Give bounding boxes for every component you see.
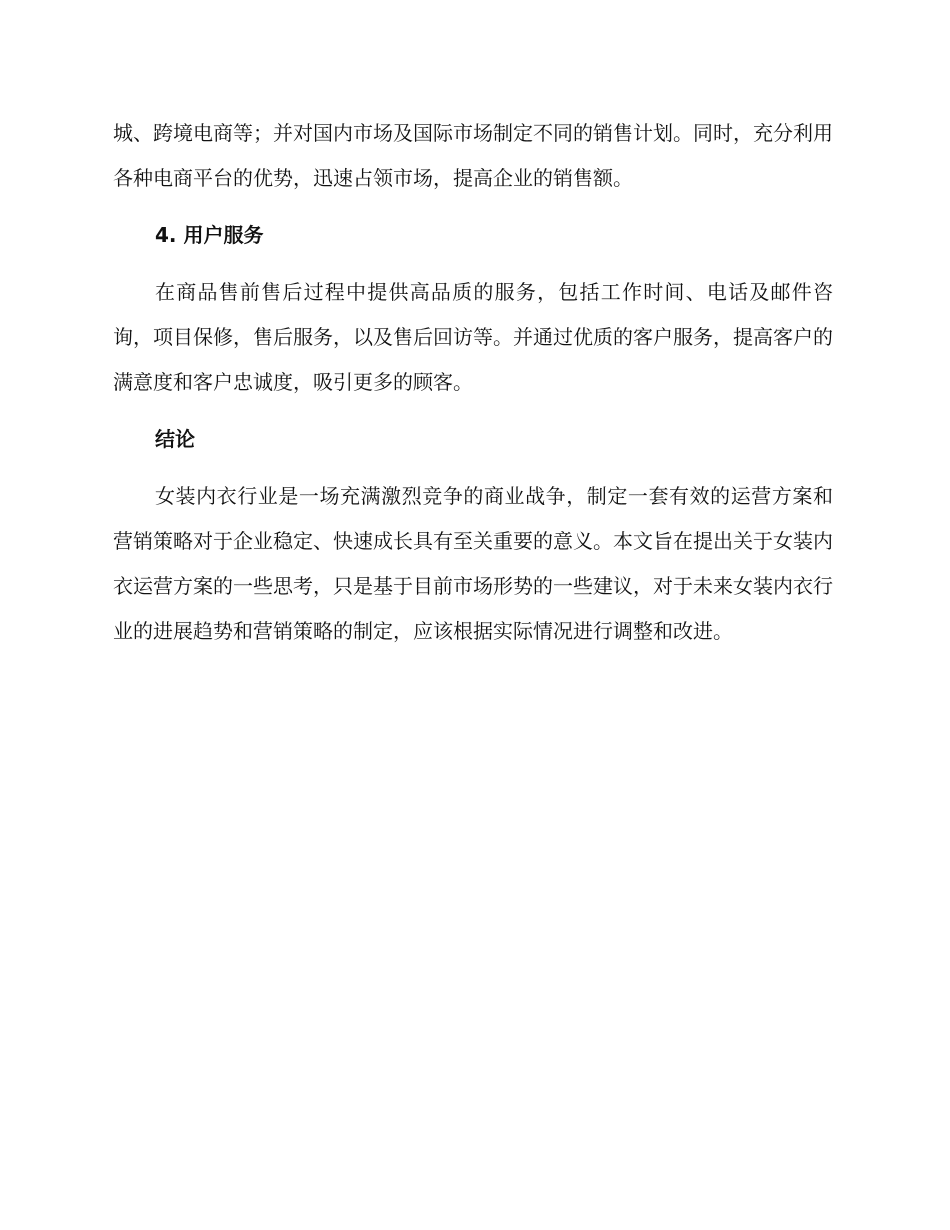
paragraph-user-service: 在商品售前售后过程中提供高品质的服务，包括工作时间、电话及邮件咨询，项目保修，售后服务，以及售后回访等。并通过优质的客户服务，提高客户的满意度和客户忠诚度，吸引更多的顾客。 bbox=[113, 280, 833, 394]
paragraph-continued: 城、跨境电商等；并对国内市场及国际市场制定不同的销售计划。同时，充分利用各种电商平台的优势，迅速占领市场，提高企业的销售额。 bbox=[113, 121, 833, 190]
section-heading-user-service: 4. 用户服务 bbox=[155, 223, 264, 247]
spacer bbox=[113, 462, 833, 474]
spacer bbox=[113, 201, 833, 213]
section-heading-conclusion: 结论 bbox=[155, 427, 195, 451]
document-page bbox=[113, 111, 833, 654]
spacer bbox=[113, 405, 833, 417]
paragraph-conclusion: 女装内衣行业是一场充满激烈竞争的商业战争，制定一套有效的运营方案和营销策略对于企业稳定、快速成长具有至关重要的意义。本文旨在提出关于女装内衣运营方案的一些思考，只是基于目前市场形势的一些建议，对于未来女装内衣行业的进展趋势和营销策略的制定，应该根据实际情况进行调整和改进。 bbox=[113, 484, 833, 643]
spacer bbox=[113, 258, 833, 270]
